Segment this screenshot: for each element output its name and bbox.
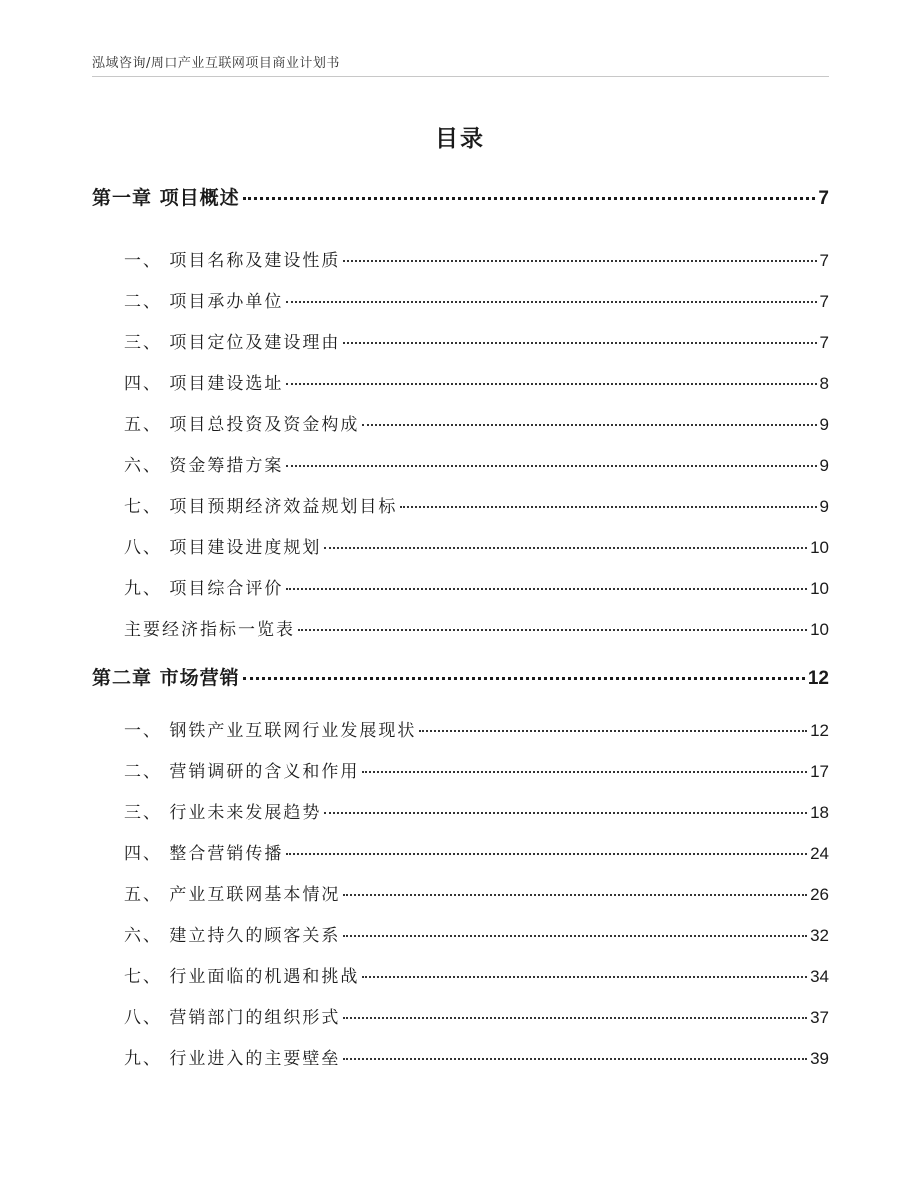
- dot-leader: [243, 197, 816, 200]
- toc-section[interactable]: [124, 615, 829, 641]
- dot-leader: [343, 342, 816, 344]
- toc-chapter-1[interactable]: [92, 183, 829, 211]
- toc-entry-label: 第二章 市场营销: [92, 667, 240, 689]
- toc-entry-page: 26: [810, 885, 829, 904]
- toc-section[interactable]: [124, 757, 829, 783]
- toc-entry-label: 三、 行业未来发展趋势: [124, 803, 322, 823]
- toc-section[interactable]: [124, 533, 829, 559]
- dot-leader: [362, 976, 807, 978]
- toc-section[interactable]: [124, 798, 829, 824]
- toc-entry-page: 37: [810, 1008, 829, 1027]
- toc-section[interactable]: [124, 1044, 829, 1070]
- toc-section[interactable]: [124, 574, 829, 600]
- toc-entry-label: 六、 建立持久的顾客关系: [124, 926, 341, 946]
- toc-section[interactable]: [124, 716, 829, 742]
- toc-section[interactable]: [124, 246, 829, 272]
- toc-entry-page: 9: [819, 456, 829, 475]
- toc-entry-page: 12: [807, 668, 829, 689]
- toc-entry-label: 九、 行业进入的主要壁垒: [124, 1049, 341, 1069]
- toc-entry-label: 五、 产业互联网基本情况: [124, 885, 341, 905]
- toc-entry-page: 17: [810, 762, 829, 781]
- toc-entry-page: 10: [810, 620, 829, 639]
- toc-entry-page: 10: [810, 579, 829, 598]
- toc-entry-label: 八、 营销部门的组织形式: [124, 1008, 341, 1028]
- toc-entry-page: 7: [819, 333, 829, 352]
- toc-entry-label: 五、 项目总投资及资金构成: [124, 415, 360, 435]
- dot-leader: [243, 677, 805, 680]
- toc-entry-page: 34: [810, 967, 829, 986]
- running-header: 泓域咨询/周口产业互联网项目商业计划书: [92, 56, 340, 71]
- dot-leader: [343, 260, 816, 262]
- dot-leader: [286, 465, 816, 467]
- toc-section[interactable]: [124, 962, 829, 988]
- toc-entry-label: 二、 项目承办单位: [124, 292, 284, 312]
- toc-entry-label: 一、 项目名称及建设性质: [124, 251, 341, 271]
- dot-leader: [324, 547, 807, 549]
- toc-entry-page: 7: [819, 251, 829, 270]
- dot-leader: [419, 730, 807, 732]
- toc-entry-page: 12: [810, 721, 829, 740]
- toc-entry-page: 9: [819, 415, 829, 434]
- toc-entry-label: 七、 项目预期经济效益规划目标: [124, 497, 398, 517]
- dot-leader: [298, 629, 807, 631]
- toc-entry-page: 32: [810, 926, 829, 945]
- dot-leader: [286, 383, 816, 385]
- toc-entry-label: 三、 项目定位及建设理由: [124, 333, 341, 353]
- dot-leader: [362, 771, 807, 773]
- toc-title: 目录: [435, 126, 485, 152]
- toc-section[interactable]: [124, 921, 829, 947]
- dot-leader: [343, 894, 807, 896]
- dot-leader: [343, 1058, 807, 1060]
- toc-entry-label: 四、 项目建设选址: [124, 374, 284, 394]
- toc-section[interactable]: [124, 410, 829, 436]
- toc-entry-label: 八、 项目建设进度规划: [124, 538, 322, 558]
- toc-entry-page: 10: [810, 538, 829, 557]
- toc-entry-label: 第一章 项目概述: [92, 187, 240, 209]
- toc-section[interactable]: [124, 451, 829, 477]
- toc-entry-page: 18: [810, 803, 829, 822]
- toc-section[interactable]: [124, 328, 829, 354]
- toc-entry-label: 九、 项目综合评价: [124, 579, 284, 599]
- toc-section[interactable]: [124, 287, 829, 313]
- dot-leader: [324, 812, 807, 814]
- toc-entry-page: 8: [819, 374, 829, 393]
- toc-entry-label: 一、 钢铁产业互联网行业发展现状: [124, 721, 417, 741]
- dot-leader: [400, 506, 816, 508]
- toc-entry-label: 二、 营销调研的含义和作用: [124, 762, 360, 782]
- toc-section[interactable]: [124, 1003, 829, 1029]
- header-rule: [92, 76, 829, 77]
- dot-leader: [286, 301, 816, 303]
- toc-section[interactable]: [124, 369, 829, 395]
- dot-leader: [362, 424, 816, 426]
- toc-entry-label: 主要经济指标一览表: [124, 620, 295, 640]
- dot-leader: [286, 588, 807, 590]
- toc-entry-page: 7: [818, 188, 829, 209]
- dot-leader: [286, 853, 807, 855]
- toc-section[interactable]: [124, 492, 829, 518]
- toc-entry-label: 四、 整合营销传播: [124, 844, 284, 864]
- toc-entry-page: 24: [810, 844, 829, 863]
- dot-leader: [343, 935, 807, 937]
- toc-entry-page: 7: [819, 292, 829, 311]
- toc-entry-page: 39: [810, 1049, 829, 1068]
- toc-entry-label: 七、 行业面临的机遇和挑战: [124, 967, 360, 987]
- toc-section[interactable]: [124, 880, 829, 906]
- toc-entry-page: 9: [819, 497, 829, 516]
- dot-leader: [343, 1017, 807, 1019]
- toc-chapter-2[interactable]: [92, 663, 829, 691]
- toc-entry-label: 六、 资金筹措方案: [124, 456, 284, 476]
- toc-section[interactable]: [124, 839, 829, 865]
